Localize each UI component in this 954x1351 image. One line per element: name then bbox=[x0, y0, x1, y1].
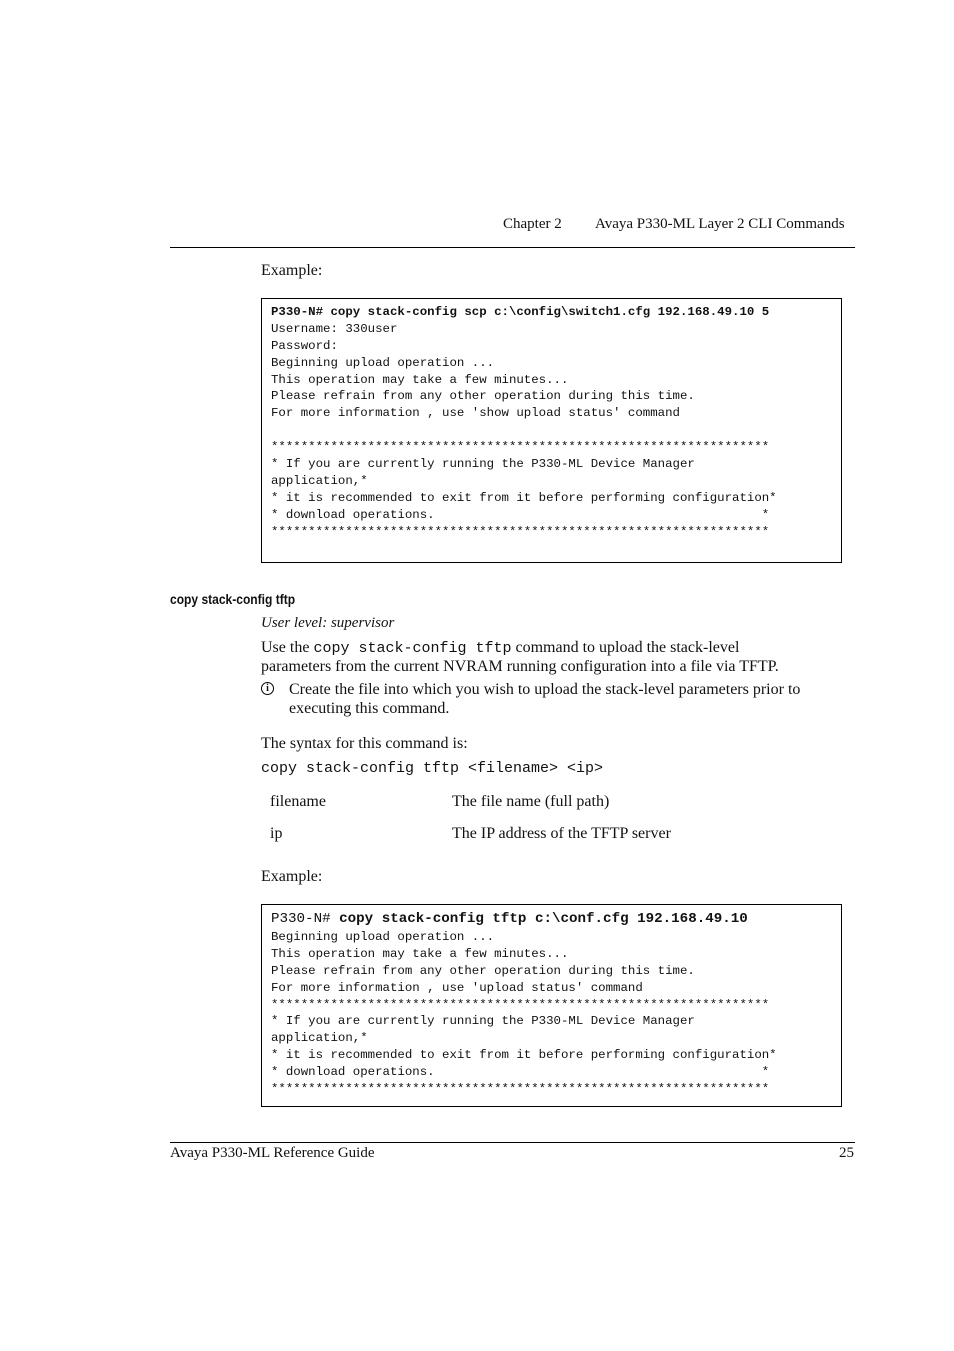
code-line: This operation may take a few minutes... bbox=[271, 946, 569, 961]
section-heading: copy stack-config tftp bbox=[170, 591, 296, 607]
footer-page-number: 25 bbox=[839, 1145, 854, 1161]
desc-command: copy stack-config tftp bbox=[313, 640, 512, 657]
code-line: P330-N# copy stack-config scp c:\config\switch1.cfg 192.168.49.10 5 bbox=[271, 305, 770, 319]
code-line: Please refrain from any other operation during this time. bbox=[271, 389, 695, 404]
code-line: * If you are currently running the P330-ML Device Manager bbox=[271, 1014, 695, 1029]
code-line: For more information , use 'upload status' command bbox=[271, 980, 643, 995]
code-line: application,* bbox=[271, 1031, 368, 1046]
footer-rule bbox=[170, 1142, 855, 1143]
code-command: copy stack-config tftp c:\conf.cfg 192.168.49.10 bbox=[339, 911, 748, 927]
code-line: * it is recommended to exit from it before performing configuration* bbox=[271, 1048, 777, 1063]
code-example-1 bbox=[261, 298, 842, 563]
note-line-1: Create the file into which you wish to upload the stack-level parameters prior to bbox=[289, 681, 801, 698]
code-line: Username: 330user bbox=[271, 321, 398, 336]
code-line: * download operations. * bbox=[271, 1065, 770, 1080]
code-line: This operation may take a few minutes... bbox=[271, 372, 569, 387]
param-name-filename: filename bbox=[270, 793, 326, 810]
param-desc-filename: The file name (full path) bbox=[452, 793, 610, 810]
code-example-2 bbox=[261, 904, 842, 1107]
code-line: Please refrain from any other operation during this time. bbox=[271, 963, 695, 978]
header-chapter: Chapter 2 bbox=[503, 216, 562, 232]
code-line: Beginning upload operation ... bbox=[271, 930, 495, 944]
footer-guide-title: Avaya P330-ML Reference Guide bbox=[170, 1145, 375, 1161]
example-label-2: Example: bbox=[261, 868, 323, 885]
header-title: Avaya P330-ML Layer 2 CLI Commands bbox=[595, 216, 845, 232]
code-line: * it is recommended to exit from it before performing configuration* bbox=[271, 490, 777, 505]
code-line: ******************************************************************* bbox=[271, 997, 770, 1012]
syntax-line: copy stack-config tftp <filename> <ip> bbox=[261, 760, 604, 777]
code-line bbox=[271, 422, 841, 439]
code-line: Beginning upload operation ... bbox=[271, 355, 495, 370]
example-label-1: Example: bbox=[261, 262, 323, 279]
description-line-2: parameters from the current NVRAM running configuration into a file via TFTP. bbox=[261, 658, 779, 675]
param-name-ip: ip bbox=[270, 825, 283, 842]
note-line-2: executing this command. bbox=[289, 700, 450, 717]
code-line: Password: bbox=[271, 338, 338, 353]
code-line: * If you are currently running the P330-ML Device Manager bbox=[271, 457, 695, 472]
syntax-intro: The syntax for this command is: bbox=[261, 735, 468, 752]
code-line: ******************************************************************* bbox=[271, 524, 770, 539]
user-level: User level: supervisor bbox=[261, 615, 395, 631]
param-desc-ip: The IP address of the TFTP server bbox=[452, 825, 671, 842]
info-icon: i bbox=[261, 682, 274, 695]
desc-post: command to upload the stack-level bbox=[511, 639, 740, 656]
code-line: ******************************************************************* bbox=[271, 1082, 770, 1097]
code-command-line bbox=[271, 910, 841, 929]
description-line-1 bbox=[261, 638, 739, 658]
code-line: * download operations. * bbox=[271, 507, 770, 522]
code-line: application,* bbox=[271, 473, 368, 488]
desc-pre: Use the bbox=[261, 639, 314, 656]
header-rule bbox=[170, 247, 855, 248]
code-prompt: P330-N# bbox=[271, 911, 340, 927]
code-line: ******************************************************************* bbox=[271, 440, 770, 455]
code-line: For more information , use 'show upload status' command bbox=[271, 406, 680, 421]
